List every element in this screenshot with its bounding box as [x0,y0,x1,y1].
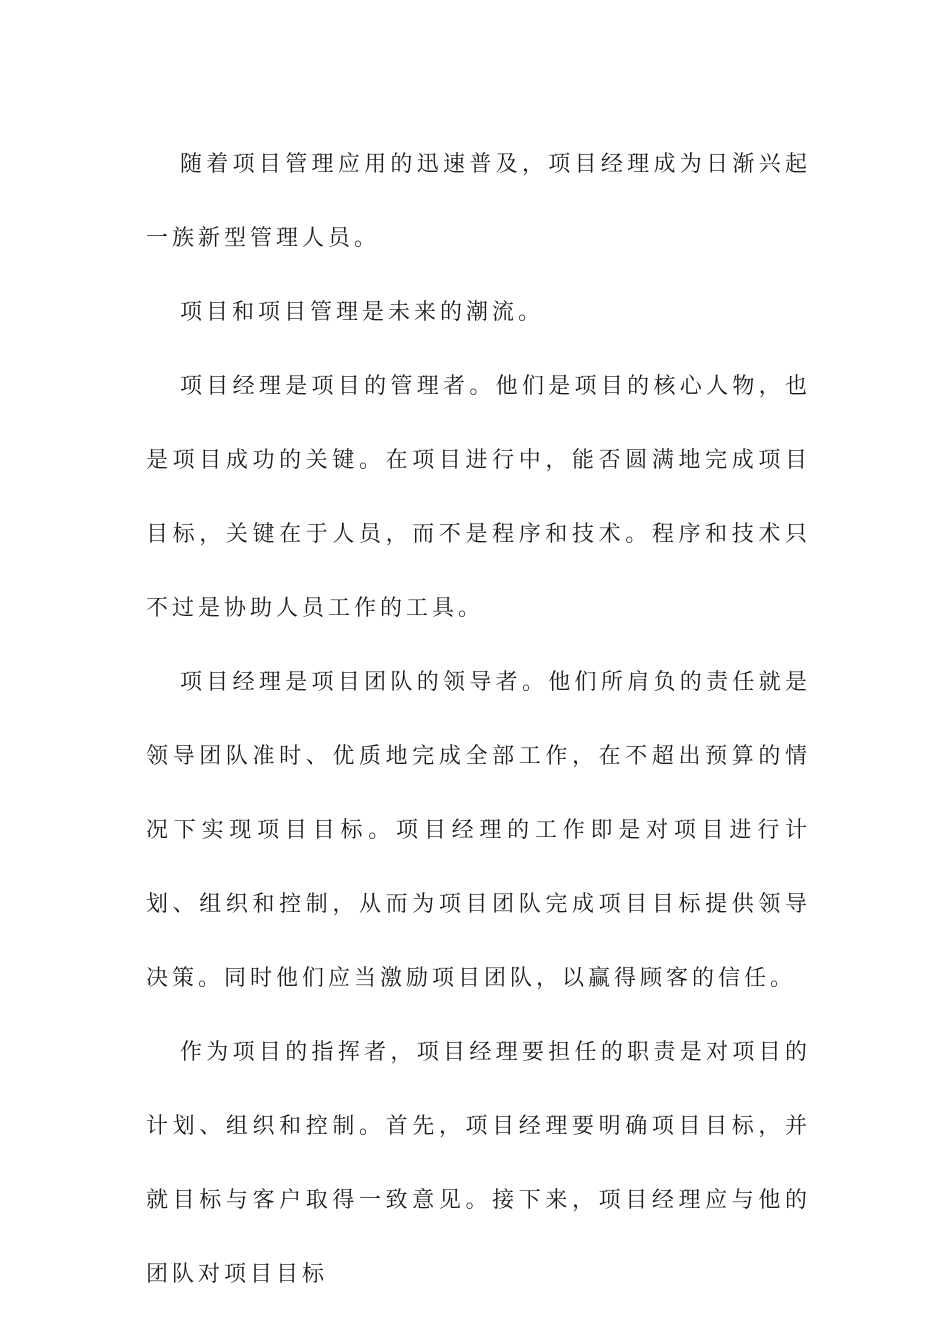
paragraph-3: 项目经理是项目的管理者。他们是项目的核心人物，也是项目成功的关键。在项目进行中，能否圆满地完成项目目标，关键在于人员，而不是程序和技术。程序和技术只不过是协助人员工作的工具。 [146,374,811,621]
paragraph-4: 项目经理是项目团队的领导者。他们所肩负的责任就是领导团队准时、优质地完成全部工作，在不超出预算的情况下实现项目目标。项目经理的工作即是对项目进行计划、组织和控制，从而为项目团队完成项目目标提供领导决策。同时他们应当激励项目团队，以赢得顾客的信任。 [146,670,811,991]
paragraph-1: 随着项目管理应用的迅速普及，项目经理成为日渐兴起一族新型管理人员。 [146,152,811,251]
paragraph-5: 作为项目的指挥者，项目经理要担任的职责是对项目的计划、组织和控制。首先，项目经理要明确项目目标，并就目标与客户取得一致意见。接下来，项目经理应与他的团队对项目目标 [146,1040,811,1287]
paragraph-2: 项目和项目管理是未来的潮流。 [180,300,545,325]
document-body [146,128,811,1312]
